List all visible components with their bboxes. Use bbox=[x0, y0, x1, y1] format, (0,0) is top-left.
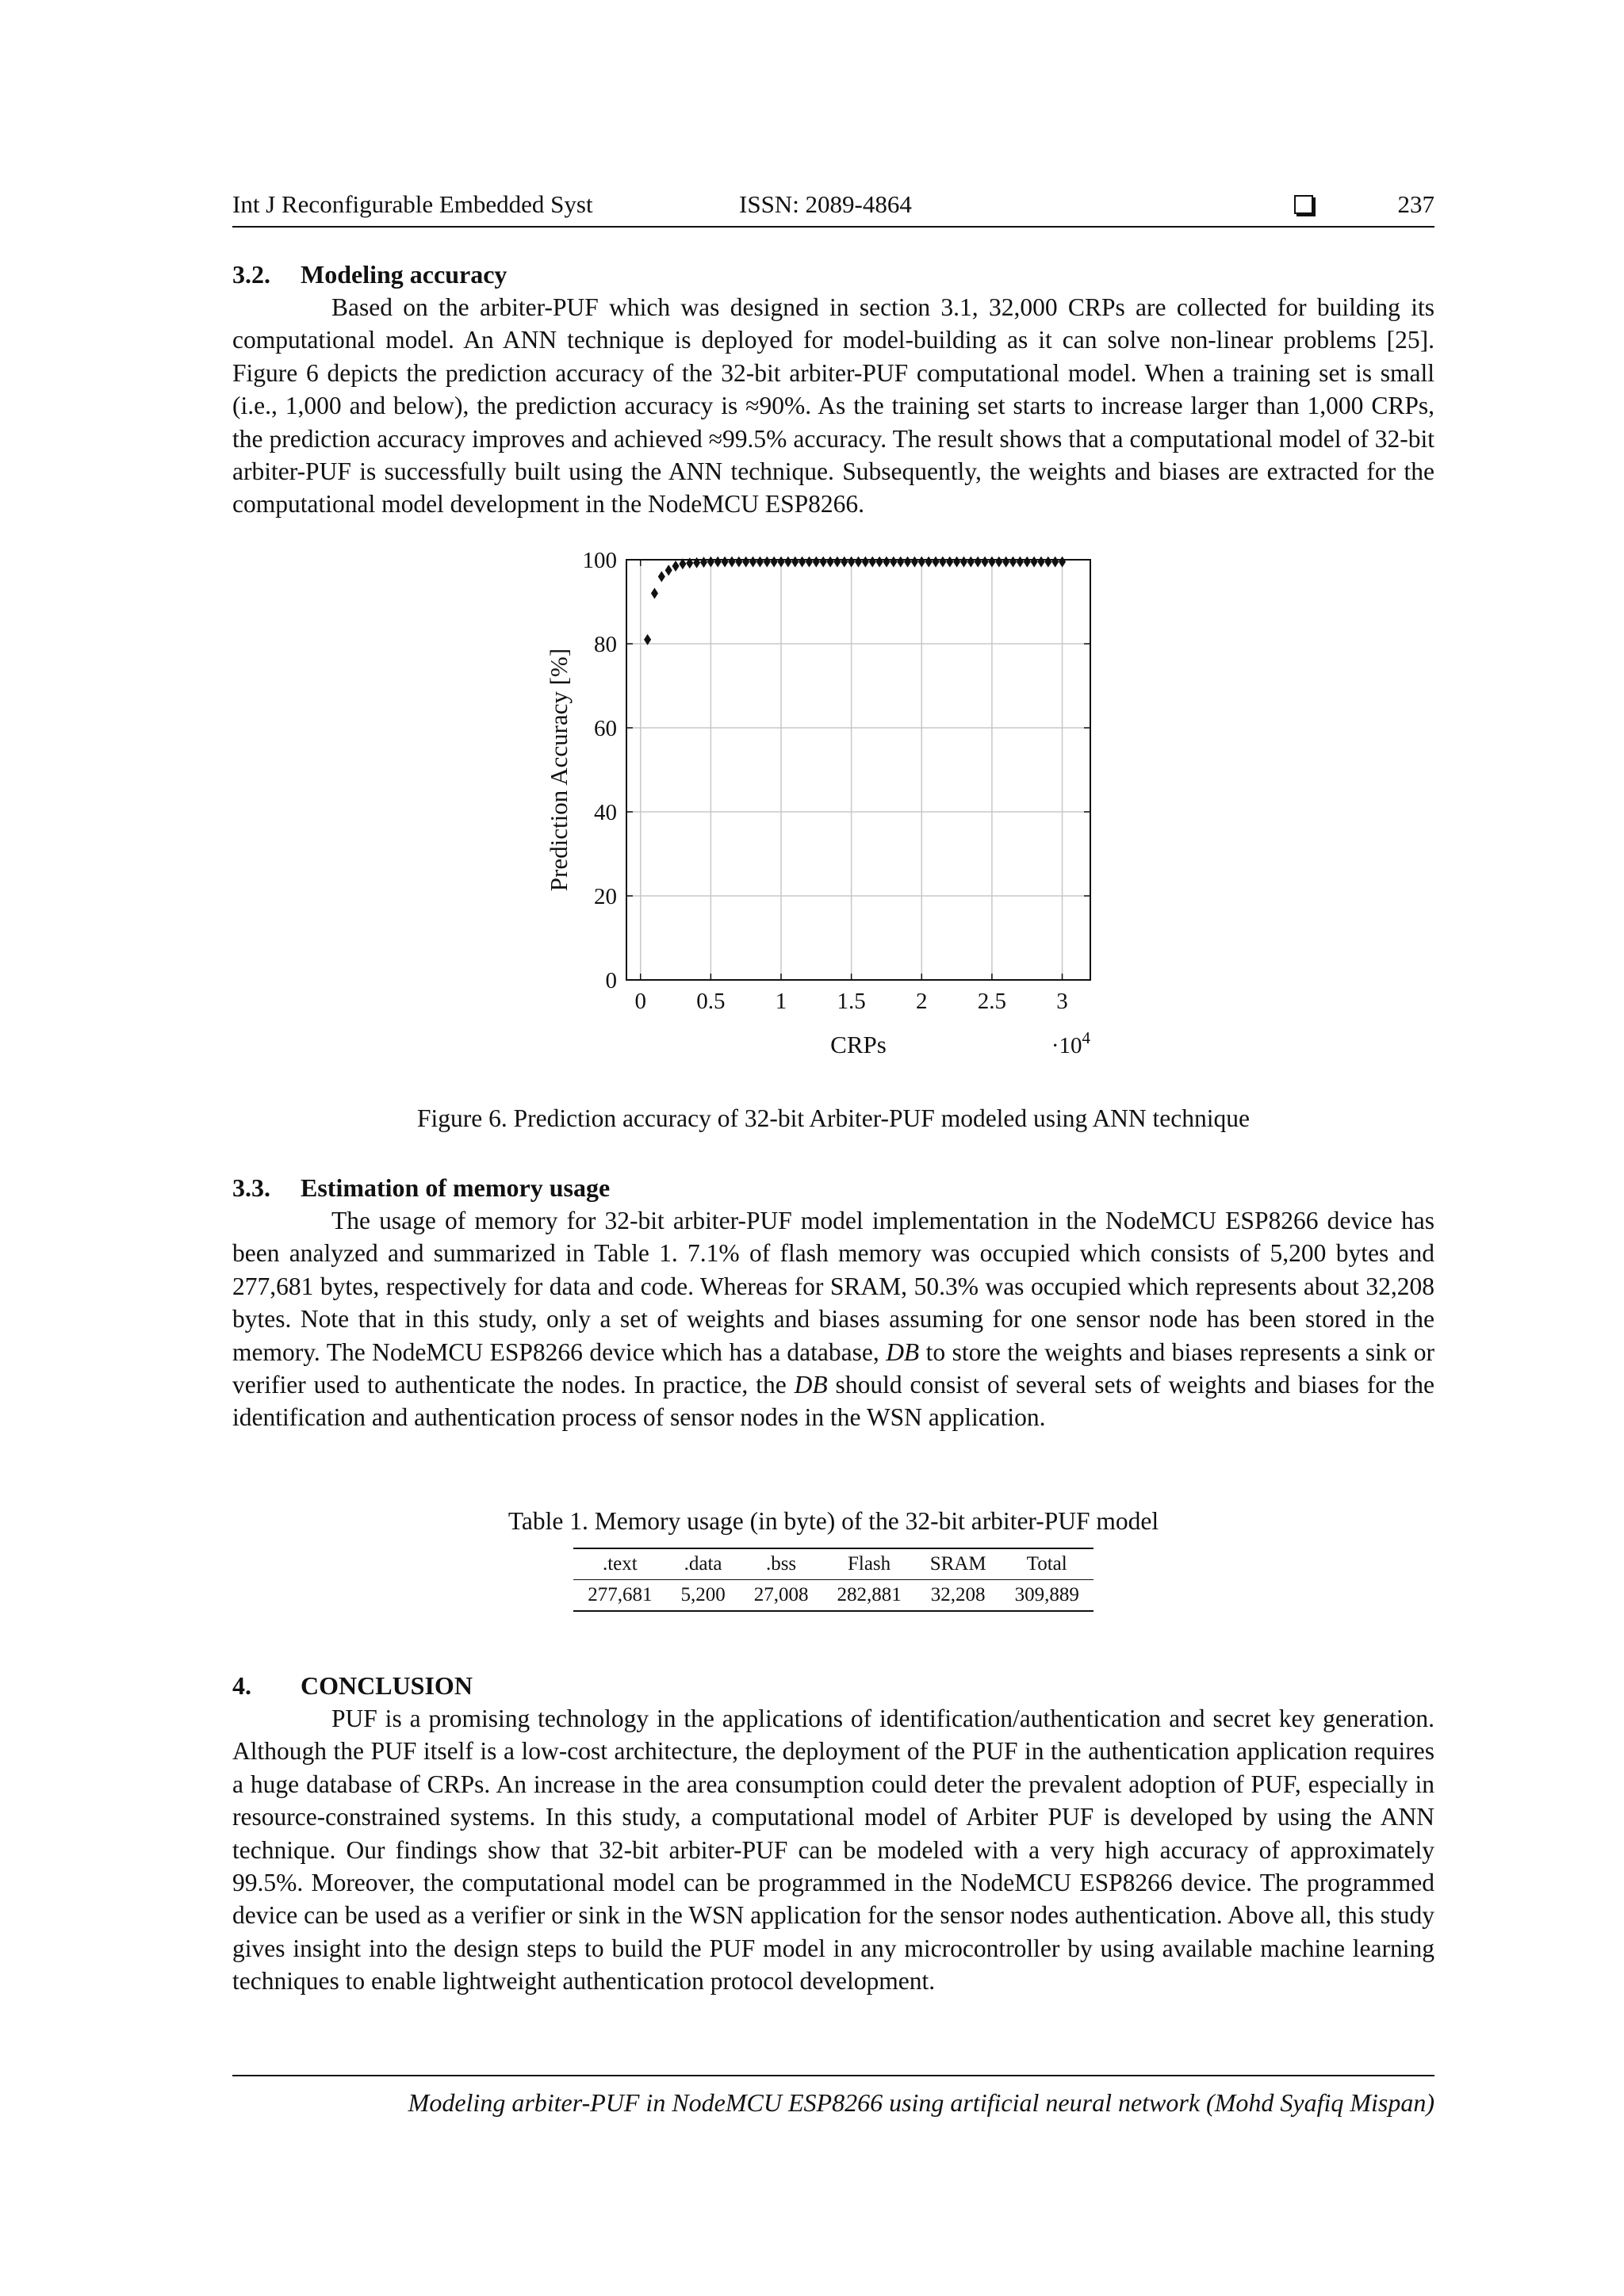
paragraph-text-part-2: to store the weights and biases represents a sink or verifier used to authenticate the nodes. In practice, the bbox=[232, 1337, 1434, 1399]
section-number: 4. bbox=[232, 1671, 251, 1700]
data-point-diamond bbox=[735, 557, 742, 568]
data-point-diamond bbox=[826, 557, 833, 568]
plot-frame bbox=[626, 560, 1090, 980]
x-axis-label: CRPs bbox=[830, 1031, 887, 1058]
data-point-diamond bbox=[975, 557, 982, 568]
x-tick-label: 3 bbox=[1056, 989, 1068, 1014]
x-tick-label: 2.5 bbox=[977, 989, 1007, 1014]
data-point-diamond bbox=[756, 557, 764, 568]
y-tick-label: 0 bbox=[605, 968, 617, 993]
db-symbol: DB bbox=[794, 1371, 828, 1399]
data-point-diamond bbox=[764, 557, 771, 568]
data-point-diamond bbox=[869, 557, 876, 568]
x-axis-multiplier bbox=[1051, 1028, 1091, 1058]
data-point-diamond bbox=[833, 557, 841, 568]
section-4-paragraph bbox=[232, 1702, 1434, 1998]
data-point-diamond bbox=[714, 557, 722, 568]
data-point-diamond bbox=[700, 557, 707, 568]
table-cell: 277,681 bbox=[588, 1584, 653, 1605]
data-point-diamond bbox=[722, 557, 729, 568]
section-title: Modeling accuracy bbox=[301, 260, 508, 289]
data-point-diamond bbox=[791, 557, 799, 568]
data-point-diamond bbox=[841, 557, 848, 568]
data-point-diamond bbox=[932, 557, 939, 568]
data-point-diamond bbox=[862, 557, 869, 568]
data-point-diamond bbox=[855, 557, 862, 568]
db-symbol: DB bbox=[886, 1337, 920, 1366]
table-header-cell: .text bbox=[602, 1553, 638, 1575]
data-point-diamond bbox=[658, 571, 665, 582]
chart-grid bbox=[626, 560, 1090, 980]
data-point-diamond bbox=[813, 557, 820, 568]
page-number: 237 bbox=[1397, 190, 1434, 218]
x-tick-label: 0.5 bbox=[696, 989, 726, 1014]
table-header-cell: .data bbox=[684, 1553, 722, 1575]
data-point-diamond bbox=[1037, 557, 1044, 568]
data-point-diamond bbox=[771, 557, 778, 568]
section-4-heading bbox=[232, 1670, 473, 1701]
table-cell: 32,208 bbox=[930, 1584, 986, 1605]
data-point-diamond bbox=[820, 557, 827, 568]
paragraph-text-part-3: should consist of several sets of weights and biases for the identification and authentication process of sensor nodes in the WSN application. bbox=[232, 1371, 1435, 1432]
y-tick-label: 20 bbox=[594, 884, 617, 909]
x-tick-label: 1 bbox=[775, 989, 787, 1014]
data-point-diamond bbox=[939, 557, 946, 568]
table-body bbox=[573, 1580, 1094, 1612]
memory-usage-table bbox=[573, 1548, 1094, 1612]
data-point-diamond bbox=[665, 564, 672, 576]
data-point-diamond bbox=[672, 561, 679, 572]
section-3-2-paragraph bbox=[232, 291, 1434, 521]
y-tick-label: 60 bbox=[594, 716, 617, 741]
data-point-diamond bbox=[897, 557, 904, 568]
paragraph-text: PUF is a promising technology in the applications of identification/authentication and secret key generation. Although the PUF itself is a low-cost architecture, the deployment of the PUF in the authentication application requires a huge database of CRPs. An increase in the area consumption could deter the prevalent adoption of PUF, especially in resource-constrained systems. In this study, a computational model of Arbiter PUF is developed by using the ANN technique. Our findings show that 32-bit arbiter-PUF can be modeled with a very high accuracy of approximately 99.5%. Moreover, the computational model can be programmed in the NodeMCU ESP8266 device. The programmed device can be used as a verifier or sink in the WSN application for the sensor nodes authentication. Above all, this study gives insight into the design steps to build the PUF model in any microcontroller by using available machine learning techniques to enable lightweight authentication protocol development. bbox=[232, 1705, 1434, 1996]
data-point-diamond bbox=[883, 557, 890, 568]
section-3-3-paragraph bbox=[232, 1204, 1434, 1434]
accuracy-chart bbox=[508, 539, 1158, 1062]
data-point-diamond bbox=[890, 557, 897, 568]
data-point-diamond bbox=[728, 557, 735, 568]
table-header-row bbox=[573, 1548, 1094, 1580]
table-cell: 27,008 bbox=[753, 1584, 809, 1605]
data-point-diamond bbox=[918, 557, 925, 568]
table-cell: 5,200 bbox=[680, 1584, 726, 1605]
x-tick-label: 2 bbox=[916, 989, 928, 1014]
data-point-diamond bbox=[967, 557, 975, 568]
section-title: CONCLUSION bbox=[301, 1671, 473, 1700]
data-point-diamond bbox=[1031, 557, 1038, 568]
table-cell: 282,881 bbox=[837, 1584, 902, 1605]
footer-rule bbox=[232, 2075, 1434, 2076]
data-point-diamond bbox=[749, 557, 756, 568]
table-header-cell: .bss bbox=[765, 1553, 797, 1575]
multiplier-exponent: 4 bbox=[1082, 1028, 1090, 1047]
data-point-diamond bbox=[953, 557, 960, 568]
data-point-diamond bbox=[925, 557, 933, 568]
data-point-diamond bbox=[806, 557, 813, 568]
table-wrapper bbox=[232, 1548, 1434, 1612]
data-point-diamond bbox=[995, 557, 1002, 568]
data-point-diamond bbox=[911, 557, 918, 568]
paragraph-text-part-1: The usage of memory for 32-bit arbiter-PUF model implementation in the NodeMCU ESP8266 device has been analyzed and summarized in Table 1. 7.1% of flash memory was occupied which consists of 5,200 bytes and 277,681 bytes, respectively for data and code. Whereas for SRAM, 50.3% was occupied which represents about 32,208 bytes. Note that in this study, only a set of weights and biases assuming for one sensor node has been stored in the memory. The NodeMCU ESP8266 device which has a database, bbox=[232, 1207, 1434, 1366]
y-tick-label: 80 bbox=[594, 632, 617, 657]
data-points bbox=[644, 557, 1066, 645]
journal-name: Int J Reconfigurable Embedded Syst bbox=[232, 190, 593, 218]
section-number: 3.2. bbox=[232, 260, 270, 289]
table-header-cell: Flash bbox=[847, 1553, 891, 1575]
header-rule bbox=[232, 226, 1434, 228]
table-row bbox=[573, 1580, 1094, 1612]
data-point-diamond bbox=[848, 557, 855, 568]
data-point-diamond bbox=[651, 587, 658, 599]
data-point-diamond bbox=[904, 557, 911, 568]
data-point-diamond bbox=[1059, 557, 1066, 568]
data-point-diamond bbox=[946, 557, 953, 568]
table-caption: Table 1. Memory usage (in byte) of the 32-bit arbiter-PUF model bbox=[508, 1507, 1159, 1535]
data-point-diamond bbox=[960, 557, 967, 568]
data-point-diamond bbox=[1002, 557, 1009, 568]
figure-caption: Figure 6. Prediction accuracy of 32-bit Arbiter-PUF modeled using ANN technique bbox=[416, 1104, 1251, 1132]
data-point-diamond bbox=[988, 557, 995, 568]
y-tick-label: 100 bbox=[582, 548, 617, 573]
data-point-diamond bbox=[981, 557, 988, 568]
section-3-3-heading bbox=[232, 1172, 610, 1203]
data-point-diamond bbox=[1051, 557, 1059, 568]
data-point-diamond bbox=[777, 557, 784, 568]
paragraph-text: Based on the arbiter-PUF which was designed in section 3.1, 32,000 CRPs are collected for building its computational model. An ANN technique is deployed for model-building as it can solve non-linear problems [25]. Figure 6 depicts the prediction accuracy of the 32-bit arbiter-PUF computational model. When a training set is small (i.e., 1,000 and below), the prediction accuracy is ≈90%. As the training set starts to increase larger than 1,000 CRPs, the prediction accuracy improves and achieved ≈99.5% accuracy. The result shows that a computational model of 32-bit arbiter-PUF is successfully built using the ANN technique. Subsequently, the weights and biases are extracted for the computational model development in the NodeMCU ESP8266. bbox=[232, 293, 1434, 519]
data-point-diamond bbox=[1009, 557, 1017, 568]
data-point-diamond bbox=[742, 557, 749, 568]
section-3-2-heading bbox=[232, 258, 507, 290]
data-point-diamond bbox=[1024, 557, 1031, 568]
data-point-diamond bbox=[693, 557, 700, 568]
data-point-diamond bbox=[876, 557, 883, 568]
data-point-diamond bbox=[799, 557, 806, 568]
table-header-cell: SRAM bbox=[929, 1553, 986, 1575]
table-cell: 309,889 bbox=[1014, 1584, 1079, 1605]
issn: ISSN: 2089-4864 bbox=[739, 190, 912, 218]
data-point-diamond bbox=[784, 557, 791, 568]
y-axis-label: Prediction Accuracy [%] bbox=[545, 648, 573, 892]
section-number: 3.3. bbox=[232, 1173, 270, 1202]
square-icon bbox=[1294, 195, 1313, 214]
x-tick-label: 0 bbox=[634, 989, 646, 1014]
chart-ticks bbox=[583, 548, 1091, 1014]
data-point-diamond bbox=[1017, 557, 1024, 568]
table-header-cell: Total bbox=[1026, 1553, 1067, 1575]
data-point-diamond bbox=[1044, 557, 1051, 568]
footer-text: Modeling arbiter-PUF in NodeMCU ESP8266 using artificial neural network (Mohd Syafiq Mispan) bbox=[408, 2088, 1434, 2117]
y-tick-label: 40 bbox=[594, 800, 617, 825]
data-point-diamond bbox=[707, 557, 714, 568]
multiplier-base: ·10 bbox=[1051, 1033, 1082, 1058]
x-tick-label: 1.5 bbox=[837, 989, 866, 1014]
section-title: Estimation of memory usage bbox=[301, 1173, 611, 1202]
